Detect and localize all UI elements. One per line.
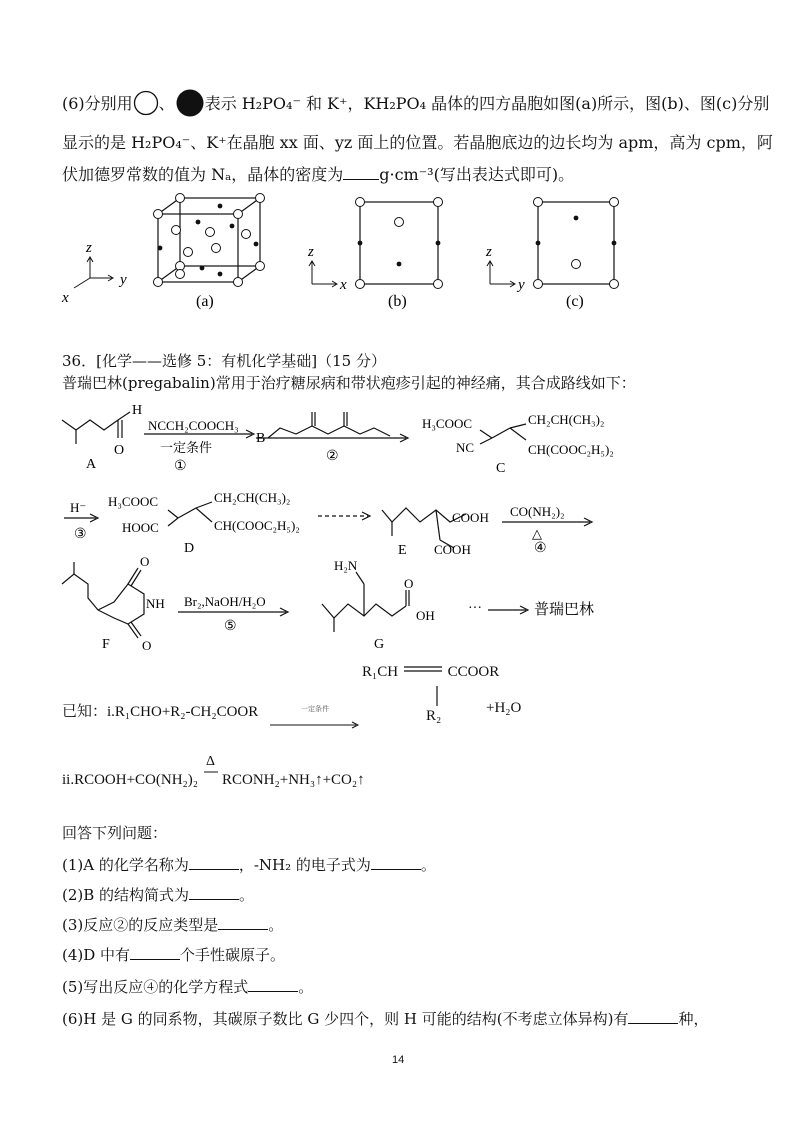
- question-1-post: 。: [420, 856, 436, 874]
- question-6-post: 种，: [678, 1010, 709, 1028]
- crystal-figures: [60, 188, 660, 318]
- answer-blank-1a[interactable]: [189, 855, 239, 870]
- question-5-post: 。: [298, 978, 314, 996]
- q36-heading: 36．[化学——选修 5：有机化学基础]（15 分）: [62, 352, 386, 370]
- compound-a-o: O: [114, 443, 125, 458]
- step4-number: ④: [534, 541, 547, 556]
- known-i-product: [362, 664, 499, 681]
- double-bond-icon: [402, 664, 444, 674]
- step4-condition: △: [532, 526, 542, 541]
- known-i-condition: 一定条件: [301, 705, 329, 713]
- branch-bond: [432, 686, 442, 708]
- answer-intro: 回答下列问题：: [62, 824, 168, 842]
- q6-line3-a: 伏加德罗常数的值为 Nₐ，晶体的密度为: [62, 165, 344, 184]
- axes-b: [309, 261, 337, 287]
- ellipsis: ···: [468, 601, 482, 616]
- axes-a: [74, 257, 113, 288]
- axes-c: [487, 261, 515, 287]
- axis-x-a: x: [62, 290, 69, 306]
- q6-prefix: (6)分别用: [62, 94, 133, 113]
- known-i-arrow: [270, 704, 360, 733]
- question-2-post: 。: [239, 886, 255, 904]
- face-b: [360, 202, 438, 284]
- step3-number: ③: [74, 527, 87, 542]
- compound-a-label: A: [86, 457, 97, 472]
- compound-f-o-1: O: [140, 554, 150, 569]
- axis-z-c: z: [486, 244, 492, 260]
- answer-blank-4[interactable]: [130, 945, 180, 960]
- question-3: [62, 914, 283, 936]
- compound-e-cooh-2: COOH: [434, 542, 471, 557]
- face-b-k-ions: [358, 241, 441, 267]
- compound-d-left-1: H₃COOC: [108, 494, 159, 509]
- known-prefix: 已知：: [62, 702, 108, 720]
- product-name: 普瑞巴林: [534, 602, 595, 618]
- known-i-substituent: R₂: [426, 708, 442, 724]
- face-c-atoms: [534, 198, 619, 289]
- face-b-atoms: [356, 198, 443, 289]
- answer-blank-2[interactable]: [189, 885, 239, 900]
- known-i-product-left: R₁CH: [362, 664, 399, 680]
- known-i-product-right: CCOOR: [447, 664, 500, 680]
- question-6: [62, 1008, 708, 1030]
- density-answer-blank[interactable]: [343, 165, 379, 180]
- question-3-pre: (3)反应②的反应类型是: [62, 916, 219, 934]
- q6-line-2: 显示的是 H₂PO₄⁻、K⁺在晶胞 xx 面、yz 面上的位置。若晶胞底边的边长均为 apm，高为 cpm，阿: [62, 133, 773, 152]
- q6-line-1: [62, 88, 769, 118]
- step1-number: ①: [174, 459, 187, 474]
- answer-blank-6[interactable]: [628, 1009, 678, 1024]
- compound-f-label: F: [102, 637, 110, 652]
- q6-line3-b: g·cm⁻³(写出表达式即可)。: [379, 165, 575, 184]
- compound-e-label: E: [398, 543, 407, 558]
- compound-c-right-2: CH(COOC₂H₅)₂: [528, 442, 614, 457]
- question-1-pre: (1)A 的化学名称为: [62, 856, 189, 874]
- filled-circle-icon: [175, 88, 205, 118]
- question-2-pre: (2)B 的结构简式为: [62, 886, 190, 904]
- compound-d-label: D: [184, 541, 195, 556]
- q36-intro: 普瑞巴林(pregabalin)常用于治疗糖尿病和带状疱疹引起的神经痛，其合成路线如下：: [62, 374, 636, 392]
- axis-x-b: x: [340, 277, 347, 293]
- q6-line1-mid: 表示 H₂PO₄⁻ 和 K⁺，KH₂PO₄ 晶体的四方晶胞如图(a)所示，图(b)、图(c)分别: [204, 94, 770, 113]
- compound-f-nh: NH: [146, 596, 165, 611]
- axis-y-c: y: [518, 277, 525, 293]
- unit-cell-a: [158, 198, 260, 282]
- question-4-post: 个手性碳原子。: [180, 946, 286, 964]
- question-6-pre: (6)H 是 G 的同系物，其碳原子数比 G 少四个，则 H 可能的结构(不考虑立体异构)有: [62, 1010, 629, 1028]
- synthesis-scheme: [56, 398, 746, 670]
- axis-y-a: y: [120, 272, 127, 288]
- fig-label-b: (b): [388, 293, 407, 310]
- face-c: [538, 202, 614, 284]
- step4-reagent: CO(NH₂)₂: [510, 504, 565, 519]
- question-1-mid: ，-NH₂ 的电子式为: [238, 856, 371, 874]
- compound-c-left-1: H₃COOC: [422, 416, 473, 431]
- question-4-pre: (4)D 中有: [62, 946, 131, 964]
- open-circle-icon: [133, 90, 159, 116]
- answer-blank-1b[interactable]: [371, 855, 421, 870]
- compound-d-right-2: CH(COOC₂H₅)₂: [214, 518, 300, 533]
- compound-g-carbonyl-o: O: [404, 576, 414, 591]
- fig-label-c: (c): [566, 293, 584, 310]
- step2-number: ②: [326, 449, 339, 464]
- face-c-k-ions: [536, 216, 617, 246]
- step3-reagent: H⁻: [70, 500, 87, 515]
- compound-c-right-1: CH₂CH(CH₃)₂: [528, 412, 605, 427]
- step5-number: ⑤: [224, 619, 237, 634]
- known-i-tail: +H₂O: [486, 700, 522, 716]
- known-ii-delta: Δ: [206, 754, 216, 769]
- question-1: [62, 854, 436, 876]
- answer-blank-5[interactable]: [248, 977, 298, 992]
- compound-a-h: H: [132, 403, 143, 418]
- question-3-post: 。: [268, 916, 284, 934]
- question-5: [62, 976, 313, 998]
- compound-g-amine: H₂N: [334, 558, 358, 573]
- compound-c-label: C: [496, 461, 506, 476]
- compound-c-left-2: NC: [456, 440, 475, 455]
- compound-g-oh: OH: [416, 608, 435, 623]
- axis-z-b: z: [308, 244, 314, 260]
- known-i-line: [62, 700, 258, 723]
- compound-a-skeleton: [62, 420, 118, 430]
- known-i-reactants: i.R₁CHO+R₂-CH₂COOR: [107, 704, 259, 720]
- compound-f-o-2: O: [142, 638, 152, 653]
- question-2: [62, 884, 254, 906]
- compound-d-right-1: CH₂CH(CH₃)₂: [214, 490, 291, 505]
- compound-e-cooh-1: COOH: [452, 510, 489, 525]
- compound-b-label: B: [256, 431, 266, 446]
- question-4: [62, 944, 285, 966]
- step1-condition: 一定条件: [160, 440, 213, 455]
- axis-z-a: z: [86, 240, 92, 256]
- known-ii-arrow: [204, 770, 218, 774]
- step1-reagent: NCCH₂COOCH₃: [148, 418, 239, 433]
- q6-separator: 、: [158, 94, 175, 113]
- fig-label-a: (a): [196, 293, 214, 310]
- compound-g-label: G: [374, 637, 385, 652]
- q6-line-3: [62, 164, 574, 186]
- step5-reagent: Br₂,NaOH/H₂O: [184, 594, 266, 609]
- compound-d-left-2: HOOC: [122, 520, 159, 535]
- page-number: 14: [392, 1054, 405, 1066]
- known-ii-right: RCONH₂+NH₃↑+CO₂↑: [222, 772, 365, 788]
- question-5-pre: (5)写出反应④的化学方程式: [62, 978, 249, 996]
- known-ii-left: ii.RCOOH+CO(NH₂)₂: [62, 772, 199, 788]
- answer-blank-3[interactable]: [218, 915, 268, 930]
